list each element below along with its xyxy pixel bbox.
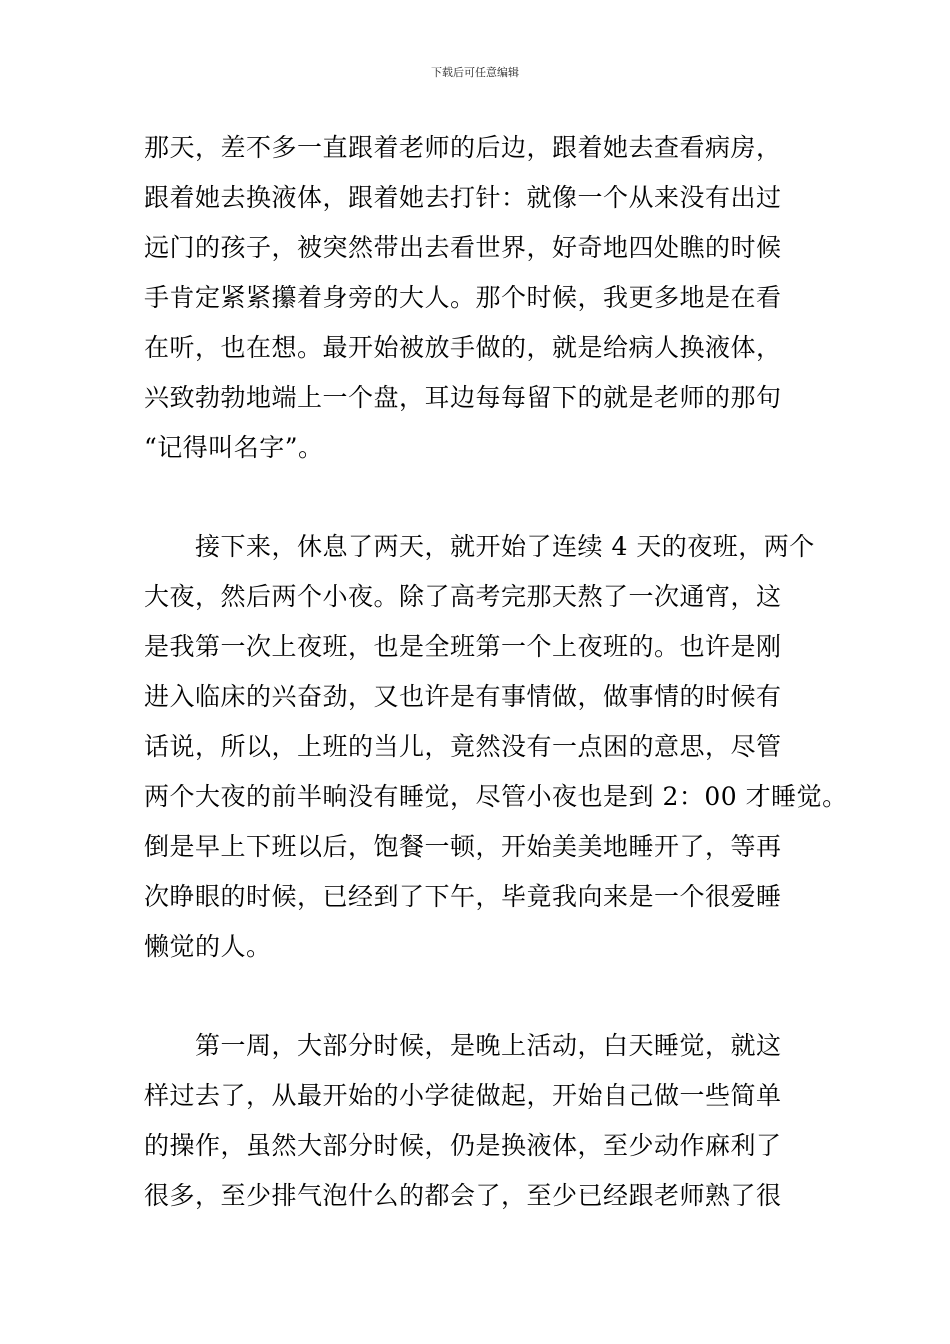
paragraph-line: “记得叫名字”。: [144, 433, 324, 462]
paragraph-line: 是我第一次上夜班，也是全班第一个上夜班的。也许是刚: [144, 632, 782, 661]
paragraph-line: 倒是早上下班以后，饱餐一顿，开始美美地睡开了，等再: [144, 832, 782, 861]
paragraph-line: 次睁眼的时候，已经到了下午，毕竟我向来是一个很爱睡: [144, 882, 782, 911]
paragraph-line: 大夜，然后两个小夜。除了高考完那天熬了一次通宵，这: [144, 582, 782, 611]
paragraph-line: 兴致勃勃地端上一个盘，耳边每每留下的就是老师的那句: [144, 383, 782, 412]
paragraph-line: 远门的孩子，被突然带出去看世界，好奇地四处瞧的时候: [144, 233, 782, 262]
paragraph-line: 很多，至少排气泡什么的都会了，至少已经跟老师熟了很: [144, 1181, 782, 1210]
paragraph-line: 懒觉的人。: [144, 932, 272, 961]
paragraph-line: 话说，所以，上班的当儿，竟然没有一点困的意思，尽管: [144, 732, 782, 761]
paragraph-line: 两个大夜的前半晌没有睡觉，尽管小夜也是到 2：00 才睡觉。: [144, 782, 848, 811]
paragraph-line: 手肯定紧紧攥着身旁的大人。那个时候，我更多地是在看: [144, 283, 782, 312]
paragraph-line: 第一周，大部分时候，是晚上活动，白天睡觉，就这: [195, 1031, 782, 1060]
paragraph-line: 那天，差不多一直跟着老师的后边，跟着她去查看病房，: [144, 133, 782, 162]
paragraph-line: 进入临床的兴奋劲，又也许是有事情做，做事情的时候有: [144, 682, 782, 711]
paragraph-line: 在听，也在想。最开始被放手做的，就是给病人换液体，: [144, 333, 782, 362]
paragraph-line: 跟着她去换液体，跟着她去打针：就像一个从来没有出过: [144, 183, 782, 212]
paragraph-line: 的操作，虽然大部分时候，仍是换液体，至少动作麻利了: [144, 1131, 782, 1160]
paragraph-line: 样过去了，从最开始的小学徒做起，开始自己做一些简单: [144, 1081, 782, 1110]
paragraph-line: 接下来，休息了两天，就开始了连续 4 天的夜班，两个: [195, 532, 815, 561]
page-header: 下载后可任意编辑: [431, 66, 519, 79]
